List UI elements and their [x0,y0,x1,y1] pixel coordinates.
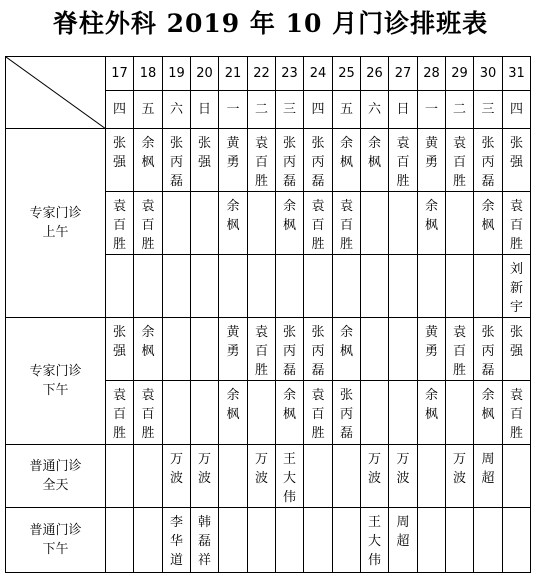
doctor-cell [361,445,389,508]
doctor-cell [134,255,163,318]
doctor-cell [191,508,219,573]
date-header: 18 [134,57,163,91]
doctor-name: 万 波 [396,452,410,486]
doctor-cell [276,192,304,255]
doctor-cell [248,445,276,508]
doctor-name: 周 超 [481,452,495,486]
doctor-cell [503,381,531,445]
doctor-cell [219,508,248,573]
date-header: 29 [446,57,474,91]
weekday-header: 四 [503,91,531,129]
doctor-cell [474,129,503,192]
weekday-header: 四 [304,91,333,129]
doctor-name: 黄 勇 [424,136,438,170]
doctor-cell [418,508,446,573]
doctor-cell [304,508,333,573]
doctor-cell [333,318,361,381]
date-header: 19 [163,57,191,91]
doctor-cell [418,255,446,318]
doctor-cell [163,129,191,192]
doctor-name: 余 枫 [424,388,438,422]
doctor-cell [389,381,418,445]
session-label [6,508,106,573]
doctor-name: 袁 百 胜 [141,388,155,441]
session-label-line: 专家门诊 [29,206,82,221]
doctor-cell [191,129,219,192]
doctor-cell [106,192,134,255]
doctor-cell [134,129,163,192]
doctor-cell [361,381,389,445]
doctor-cell [333,445,361,508]
schedule-row [6,445,531,508]
doctor-cell [389,445,418,508]
weekday-header: 一 [418,91,446,129]
date-header: 24 [304,57,333,91]
weekday-header: 一 [219,91,248,129]
doctor-cell [503,318,531,381]
doctor-name: 余 枫 [141,136,155,170]
doctor-name: 张 强 [509,325,523,359]
doctor-name: 张 丙 磊 [311,325,325,378]
doctor-name: 袁 百 胜 [311,388,325,441]
session-label-line: 普通门诊 [29,459,82,474]
doctor-cell [248,381,276,445]
doctor-name: 余 枫 [226,199,240,233]
doctor-cell [333,255,361,318]
doctor-cell [106,508,134,573]
schedule-row [6,129,531,192]
doctor-cell [446,192,474,255]
session-label-line: 上午 [42,225,69,240]
doctor-cell [503,129,531,192]
doctor-cell [446,508,474,573]
doctor-name: 余 枫 [481,199,495,233]
doctor-cell [276,381,304,445]
doctor-cell [163,318,191,381]
doctor-name: 张 强 [509,136,523,170]
doctor-cell [474,508,503,573]
doctor-cell [361,192,389,255]
doctor-name: 韩 磊 祥 [197,515,211,568]
doctor-name: 余 枫 [481,388,495,422]
weekday-header: 二 [248,91,276,129]
session-label-line: 下午 [42,542,69,557]
doctor-cell [134,381,163,445]
corner-diagonal-cell [6,57,106,129]
doctor-cell [134,508,163,573]
doctor-cell [503,255,531,318]
weekday-header: 六 [361,91,389,129]
date-header: 20 [191,57,219,91]
session-label [6,129,106,318]
doctor-cell [304,445,333,508]
doctor-name: 余 枫 [141,325,155,359]
doctor-cell [474,192,503,255]
doctor-cell [304,381,333,445]
doctor-cell [163,255,191,318]
doctor-cell [418,318,446,381]
doctor-name: 黄 勇 [424,325,438,359]
doctor-cell [333,381,361,445]
doctor-cell [219,192,248,255]
weekday-header: 五 [333,91,361,129]
doctor-name: 袁 百 胜 [112,388,126,441]
doctor-cell [389,255,418,318]
doctor-cell [333,508,361,573]
doctor-name: 袁 百 胜 [311,199,325,252]
doctor-name: 李 华 道 [169,515,183,568]
doctor-cell [389,318,418,381]
doctor-name: 余 枫 [226,388,240,422]
doctor-cell [503,445,531,508]
doctor-cell [389,129,418,192]
doctor-cell [106,445,134,508]
weekday-header: 日 [191,91,219,129]
doctor-name: 张 丙 磊 [311,136,325,189]
doctor-cell [219,318,248,381]
doctor-name: 刘 新 宇 [509,262,523,315]
doctor-name: 袁 百 胜 [339,199,353,252]
doctor-cell [474,445,503,508]
session-label-line: 专家门诊 [29,364,82,379]
doctor-cell [503,508,531,573]
doctor-cell [191,381,219,445]
doctor-cell [191,445,219,508]
doctor-name: 万 波 [169,452,183,486]
date-header: 27 [389,57,418,91]
doctor-name: 张 丙 磊 [481,136,495,189]
doctor-cell [276,508,304,573]
doctor-cell [106,129,134,192]
date-header: 17 [106,57,134,91]
doctor-name: 万 波 [254,452,268,486]
session-label-line: 全天 [42,478,69,493]
date-header: 21 [219,57,248,91]
session-label-line: 下午 [42,383,69,398]
page-title: 脊柱外科 2019 年 10 月门诊排班表 [52,9,489,38]
doctor-name: 余 枫 [367,136,381,170]
doctor-cell [276,318,304,381]
doctor-cell [333,129,361,192]
doctor-name: 张 丙 磊 [282,325,296,378]
doctor-cell [191,255,219,318]
doctor-name: 万 波 [452,452,466,486]
weekday-header: 二 [446,91,474,129]
weekday-header: 三 [276,91,304,129]
doctor-cell [219,445,248,508]
weekday-header: 五 [134,91,163,129]
doctor-name: 袁 百 胜 [509,388,523,441]
doctor-cell [418,192,446,255]
doctor-cell [106,255,134,318]
doctor-name: 张 丙 磊 [339,388,353,441]
doctor-cell [446,381,474,445]
doctor-cell [418,129,446,192]
session-label [6,445,106,508]
doctor-name: 万 波 [197,452,211,486]
doctor-name: 袁 百 胜 [452,325,466,378]
doctor-cell [276,129,304,192]
doctor-cell [248,318,276,381]
doctor-cell [389,508,418,573]
doctor-cell [361,318,389,381]
doctor-cell [304,192,333,255]
doctor-name: 余 枫 [282,388,296,422]
doctor-cell [134,445,163,508]
date-header: 25 [333,57,361,91]
doctor-cell [191,318,219,381]
doctor-name: 张 强 [112,136,126,170]
doctor-name: 张 丙 磊 [481,325,495,378]
doctor-name: 袁 百 胜 [396,136,410,189]
doctor-name: 袁 百 胜 [141,199,155,252]
doctor-cell [163,508,191,573]
doctor-name: 张 丙 磊 [282,136,296,189]
doctor-name: 余 枫 [282,199,296,233]
date-header: 31 [503,57,531,91]
doctor-cell [304,255,333,318]
doctor-name: 袁 百 胜 [509,199,523,252]
doctor-cell [191,192,219,255]
doctor-cell [248,129,276,192]
doctor-cell [361,255,389,318]
schedule-row [6,508,531,573]
doctor-cell [106,381,134,445]
doctor-cell [304,318,333,381]
doctor-cell [163,445,191,508]
doctor-name: 万 波 [367,452,381,486]
doctor-cell [446,129,474,192]
doctor-cell [248,192,276,255]
doctor-cell [474,255,503,318]
doctor-cell [219,255,248,318]
doctor-name: 袁 百 胜 [254,325,268,378]
doctor-name: 王 大 伟 [367,515,381,568]
doctor-name: 张 强 [197,136,211,170]
doctor-cell [219,129,248,192]
doctor-cell [333,192,361,255]
doctor-name: 余 枫 [339,325,353,359]
doctor-cell [219,381,248,445]
doctor-name: 张 丙 磊 [169,136,183,189]
doctor-cell [248,508,276,573]
weekday-header: 四 [106,91,134,129]
doctor-name: 袁 百 胜 [452,136,466,189]
doctor-name: 黄 勇 [226,136,240,170]
date-header: 22 [248,57,276,91]
date-header: 30 [474,57,503,91]
doctor-cell [276,255,304,318]
doctor-cell [134,318,163,381]
doctor-cell [474,381,503,445]
schedule-table [5,56,531,573]
doctor-cell [163,192,191,255]
doctor-cell [361,129,389,192]
session-label-line: 普通门诊 [29,523,82,538]
doctor-name: 余 枫 [339,136,353,170]
doctor-name: 周 超 [396,515,410,549]
schedule-row [6,318,531,381]
session-label [6,318,106,445]
doctor-cell [446,318,474,381]
doctor-name: 王 大 伟 [282,452,296,505]
doctor-name: 余 枫 [424,199,438,233]
doctor-name: 袁 百 胜 [254,136,268,189]
weekday-header: 日 [389,91,418,129]
date-header: 26 [361,57,389,91]
weekday-header: 三 [474,91,503,129]
weekday-header: 六 [163,91,191,129]
doctor-name: 袁 百 胜 [112,199,126,252]
doctor-cell [389,192,418,255]
doctor-cell [248,255,276,318]
doctor-cell [134,192,163,255]
doctor-cell [446,445,474,508]
doctor-cell [503,192,531,255]
doctor-cell [106,318,134,381]
doctor-cell [418,381,446,445]
doctor-cell [163,381,191,445]
doctor-cell [474,318,503,381]
doctor-cell [276,445,304,508]
date-header: 23 [276,57,304,91]
doctor-name: 张 强 [112,325,126,359]
doctor-name: 黄 勇 [226,325,240,359]
doctor-cell [418,445,446,508]
doctor-cell [361,508,389,573]
doctor-cell [446,255,474,318]
date-header: 28 [418,57,446,91]
doctor-cell [304,129,333,192]
